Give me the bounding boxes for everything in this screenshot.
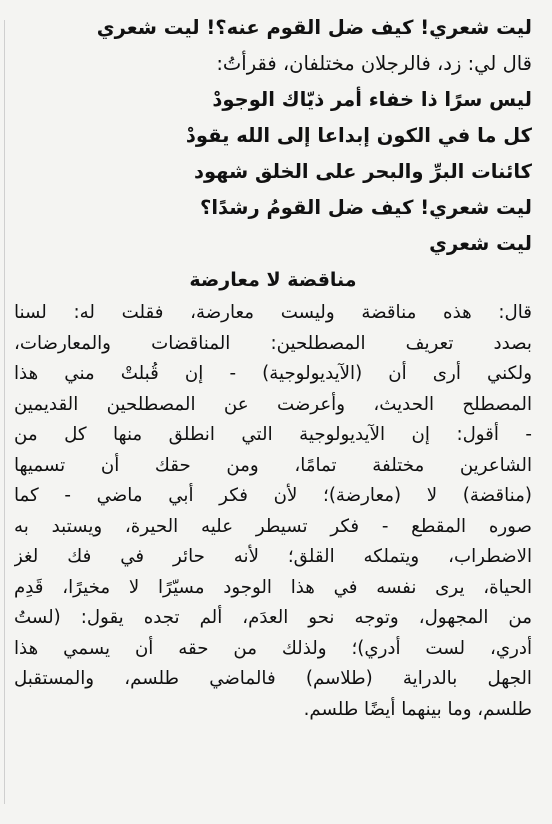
paragraph-line: بصدد تعريف المصطلحين: المناقضات والمعارضات، xyxy=(14,332,532,354)
paragraph-line: صوره المقطع - فكر تسيطر عليه الحيرة، ويستبد به xyxy=(14,515,532,537)
poem-line: كل ما في الكون إبداعا إلى الله يقودْ xyxy=(185,124,532,147)
poem-block xyxy=(14,10,532,262)
paragraph-line: - أقول: إن الآيديولوجية التي انطلق منها كل من xyxy=(14,424,532,445)
paragraph-line: (مناقضة) لا (معارضة)؛ لأن فكر أبي ماضي - كما xyxy=(14,485,532,506)
poem-line: ليس سرًا ذا خفاء أمر ذيّاك الوجودْ xyxy=(212,88,532,111)
paragraph-line: من المجهول، وتوجه نحو العدَم، ألم تجده يقول: (لستُ xyxy=(14,607,532,628)
paragraph-line: طلسم، وما بينهما أيضًا طلسم. xyxy=(303,698,532,720)
poem-line: ليت شعري! كيف ضل القوم عنه؟! ليت شعري xyxy=(96,16,532,39)
paragraph-line: قال: هذه مناقضة وليست معارضة، فقلت له: لسنا xyxy=(14,302,532,323)
paragraph-line: الحياة، يرى نفسه في هذا الوجود مسيّرًا لا مخيرًا، قَدِم xyxy=(14,576,532,598)
paragraph-line: الشاعرين مختلفة تمامًا، ومن حقك أن تسميها xyxy=(14,454,532,476)
paragraph-line: الجهل بالدراية (طلاسم) فالماضي طلسم، والمستقبل xyxy=(14,668,532,689)
poem-line: كائنات البرِّ والبحر على الخلق شهود xyxy=(193,160,532,183)
poem-line: ليت شعري xyxy=(429,232,532,255)
poem-line: قال لي: زد، فالرجلان مختلفان، فقرأتُ: xyxy=(216,52,532,75)
poem-line: ليت شعري! كيف ضل القومُ رشدًا؟ xyxy=(200,196,532,219)
paragraph-line: المصطلح الحديث، وأعرضت عن المصطلحين القديمين xyxy=(14,393,532,415)
body-paragraph xyxy=(14,298,532,725)
paragraph-line: ولكني أرى أن (الآيديولوجية) - إن قُبلتْ مني هذا xyxy=(14,363,532,384)
page-edge xyxy=(4,20,5,804)
paragraph-line: الاضطراب، ويتملكه القلق؛ لأنه حائر في فك لغز xyxy=(14,546,532,567)
paragraph-line: أدري، لست أدري)؛ ولذلك من حقه أن يسمي هذا xyxy=(14,637,532,659)
section-heading: مناقضة لا معارضة xyxy=(189,269,357,291)
